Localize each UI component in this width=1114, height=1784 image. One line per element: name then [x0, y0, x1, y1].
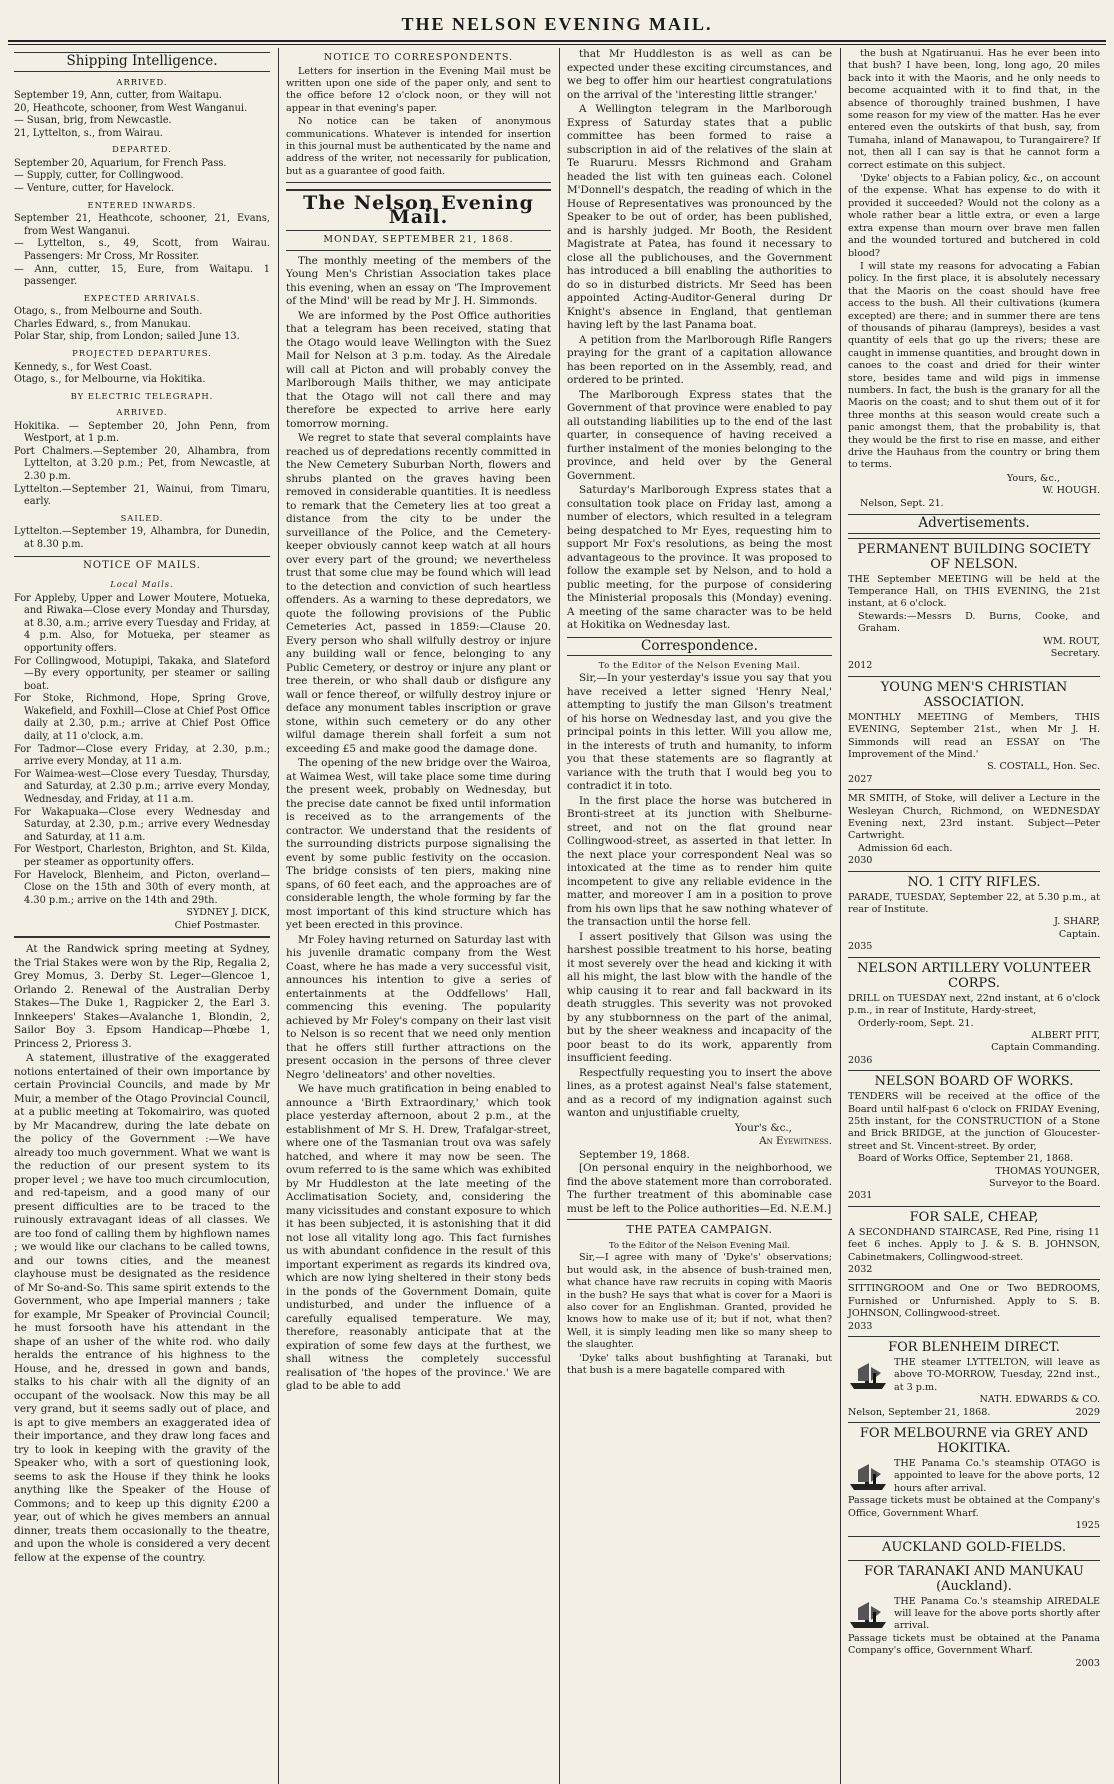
ad-body: A SECONDHAND STAIRCASE, Red Pine, rising 11 feet 6 inches. Apply to J. & S. B. JOHNSON, Cabinetmakers, Collingwood-street.	[848, 1226, 1100, 1263]
ad-number: 2033	[848, 1320, 873, 1332]
ad-auckland	[848, 1536, 1100, 1560]
entered-list	[14, 213, 270, 289]
list-line: — Susan, brig, from Newcastle.	[14, 115, 172, 127]
ad-blenheim	[848, 1336, 1100, 1422]
mails-signature: SYDNEY J. DICK,	[186, 907, 270, 919]
paragraph: I will state my reasons for advocating a Fabian policy. In the first place, it is absolutely necessary that the Maoris on the coast should have free access to the bush. All their cultivations (kumera excepted) are there; and in summer there are tens of thousands of piharau (lampreys), besides a vast quantity of eels that go up the rivers; these are caught in immense quantities, and brought down in canoes to the coast and dried for their winter store, besides tame and wild pigs in immense numbers. In fact, the bush is the granary for all the Maoris on the coast; and to shut them out of it for three months at this season would create such a panic amongst them, that the probability is, that they would be the first to rise en masse, and either drive the Hauhaus from the country or bring them to terms.	[848, 260, 1100, 471]
list-line: September 20, Aquarium, for French Pass.	[14, 157, 227, 169]
ad-heading: YOUNG MEN'S CHRISTIAN ASSOCIATION.	[880, 679, 1068, 710]
list-line: For Havelock, Blenheim, and Picton, overland—Close on the 15th and 30th of every month, at 4.30 p.m.; arrive on the 14th and 29th.	[14, 869, 270, 906]
ad-extra: Board of Works Office, September 21, 1868.	[858, 1153, 1074, 1165]
ad-signature-title: Captain Commanding.	[991, 1042, 1100, 1054]
local-mails-heading: Local Mails.	[110, 579, 174, 590]
notice-heading: NOTICE TO CORRESPONDENTS.	[323, 52, 514, 63]
telegraph-heading: BY ELECTRIC TELEGRAPH.	[70, 390, 214, 401]
tel-sailed-list	[14, 526, 270, 551]
list-line: For Tadmor—Close every Friday, at 2.30, p.m.; arrive every Monday, at 11 a.m.	[14, 743, 270, 768]
mails-heading: NOTICE OF MAILS.	[14, 556, 270, 575]
column-divider	[840, 48, 841, 1784]
ad-extra: Passage tickets must be obtained at the Panama Company's office, Government Wharf.	[848, 1632, 1100, 1657]
ad-building-society	[848, 538, 1100, 676]
list-line: — Ann, cutter, 15, Eure, from Waitapu. 1 passenger.	[14, 263, 270, 288]
list-line: Polar Star, ship, from London; sailed June 13.	[14, 331, 240, 343]
ad-signature-title: Surveyor to the Board.	[988, 1177, 1100, 1189]
top-rule-thin	[8, 44, 1106, 45]
ad-heading: AUCKLAND GOLD-FIELDS.	[882, 1539, 1066, 1555]
ad-body: THE September MEETING will be held at the Temperance Hall, on THIS EVENING, the 21st instant, at 6 o'clock.	[848, 573, 1100, 610]
statement-paragraph: A statement, illustrative of the exaggerated notions entertained of their own importance by certain Provincial Councils, and made by Mr Muir, a member of the Otago Provincial Council, at a public meeting at Tokomairiro, was quoted by Mr Macandrew, during the late debate on the policy of the Government :—We have already too much government. What we want is the reduction of our present system to its proper level ; we have too much circumlocution, and red-tapeism, and a good many of our present difficulties are to be traced to the ruinously extravagant ideas of all classes. We are too fond of calling them by highflown names ; we would like our clachans to be called towns, and our towns cities, and the meanest clayhouse must be designated as the residence of Mr So-and-So. This same spirit extends to the Government, who ape Imperial manners ; take for example, Mr Speaker of Provincial Council; he must forsooth have his attendant in the shape of an usher of the white rod. who daily heralds the entrance of his highness to the House, and he, dressed in gown and bands, stalks to his chair with all the dignity of an occupant of the woolsack. Now this may be all very grand, but it seems sadly out of place, and is apt to give members an exaggerated idea of their importance, and they draw long faces and try to look in keeping with the gravity of the Speaker who, with a sort of questioning look, seems to ask the House if they think he looks anything like the Speaker of the House of Commons; and to keep up this dignity £200 a year, out of which he gives members an annual dinner, treats them occasionally to the theatre, and upon the whole is considered a very decent fellow at the expense of the country.	[14, 1052, 270, 1564]
paragraph: We are informed by the Post Office authorities that a telegram has been received, stating that the Otago would leave Wellington with the Suez Mail for Nelson at 3 p.m. today. As the Airedale will call at Picton and will probably convey the Marlborough Mails thither, we may anticipate that the Otago will not call there and may therefore be expected to arrive here early tomorrow morning.	[286, 309, 551, 430]
letter-signer: An Eyewitness.	[759, 1135, 832, 1148]
dateline: MONDAY, SEPTEMBER 21, 1868.	[286, 233, 551, 251]
column-1	[8, 48, 276, 1784]
paragraph: that Mr Huddleston is as well as can be expected under these exciting circumstances, and we beg to offer him our heartiest congratulations on the arrival of the 'interesting little stranger.'	[567, 48, 832, 101]
letter-continuation	[848, 48, 1100, 472]
ad-body: PARADE, TUESDAY, September 22, at 5.30 p.m., at rear of Institute.	[848, 891, 1100, 916]
ad-number: 2003	[1075, 1657, 1100, 1669]
arrived-list	[14, 90, 270, 140]
editor-note: [On personal enquiry in the neighborhood, we find the above statement more than corroborated. The further treatment of this abominable case must be left to the Police authorities—Ed. N.E.M.]	[567, 1162, 832, 1215]
letter-date: September 19, 1868.	[579, 1148, 690, 1161]
paragraph: A Wellington telegram in the Marlborough Express of Saturday states that a public committee has been formed to raise a subscription in aid of the relatives of the slain at Te Ruaruru. Messrs Richmond and Graham headed the list with ten guineas each. Colonel M'Donnell's despatch, the reading of which in the House of Representatives was pronounced by the Speaker to be out of order, has been published, and is harshly judged. Mr Booth, the Resident Magistrate at Patea, has found it necessary to close all the publichouses, and the Government has introduced a bill enabling the authorities to do so in disturbed districts. Mr Seed has been appointed Acting-Auditor-General during Dr Knight's absence in England, that gentleman having left by the last Panama boat.	[567, 103, 832, 331]
paragraph: We regret to state that several complaints have reached us of depredations recently committed in the New Cemetery Suburban North, flowers and shrubs planted on the graves having been removed in considerable quantities. It is needless to remark that the Cemetery lies at too great a distance from the city to be under the surveillance of the Police, and the Cemetery-keeper obviously cannot keep watch at all hours over every part of the ground; we nevertheless trust that some clue may be found which will lead to the detection and conviction of such heartless offenders. As a warning to these depredators, we quote the following provisions of the Public Cemeteries Act, passed in 1859:—Clause 20. Every person who shall wilfully destroy or injure any building wall or fence, belonging to any Public Cemetery, or destroy or injure any plant or tree therein, or who shall daub or disfigure any wall or fence thereof, or wilfully destroy injure or deface any monument tables inscription or grave stone, within such cemetery or do any other wilful damage therein shall forfeit a sum not exceeding £5 and make good the damage done.	[286, 432, 551, 755]
ad-signature: J. SHARP,	[1054, 916, 1100, 928]
ad-lecture	[848, 789, 1100, 870]
ad-signature: WM. ROUT,	[1043, 635, 1100, 647]
ad-body: TENDERS will be received at the office of the Board until half-past 6 o'clock on FRIDAY Evening, 25th instant, for the CONSTRUCTION of a Stone and Brick BRIDGE, at the junction of Gloucester-street and St. Vincent-street. By order,	[848, 1091, 1100, 1152]
arrived-heading: ARRIVED.	[116, 76, 168, 87]
list-line: For Waimea-west—Close every Tuesday, Thursday, and Saturday, at 2.30 p.m.; arrive every Monday, Wednesday, and Friday, at 11 a.m.	[14, 768, 270, 806]
tel-arrived-list	[14, 421, 270, 509]
list-line: Charles Edward, s., from Manukau.	[14, 318, 191, 330]
list-line: Otago, s., from Melbourne and South.	[14, 306, 203, 318]
paragraph: Saturday's Marlborough Express states that a consultation took place on Friday last, among a number of electors, which resulted in a telegram being despatched to Mr Eyes, requesting him to support Mr Fox's resolutions, as being the most advantageous to the province. It was proposed to follow the example set by Nelson, and to hold a public meeting, for the purpose of considering the Ministerial proposals this (Monday) evening. A meeting of the same character was to be held at Hokitika on Wednesday last.	[567, 484, 832, 631]
list-line: Port Chalmers.—September 20, Alhambra, from Lyttelton, at 3.20 p.m.; Pet, from Newcastle, at 2.30 p.m.	[14, 445, 270, 483]
ad-melbourne	[848, 1422, 1100, 1535]
ad-heading: FOR SALE, CHEAP,	[909, 1209, 1039, 1225]
list-line: September 21, Heathcote, schooner, 21, Evans, from West Wanganui.	[14, 213, 270, 237]
ad-signature: THOMAS YOUNGER,	[995, 1165, 1100, 1177]
expected-list	[14, 306, 270, 344]
notice-paragraph: No notice can be taken of anonymous communications. Whatever is intended for insertion in this journal must be authenticated by the name and address of the writer, not necessarily for publication, but as a guarantee of good faith.	[286, 116, 551, 177]
ad-board-of-works	[848, 1070, 1100, 1206]
list-line: For Westport, Charleston, Brighton, and St. Kilda, per steamer as opportunity offers.	[14, 844, 270, 868]
ad-artillery	[848, 957, 1100, 1070]
list-line: Hokitika. — September 20, John Penn, from Westport, at 1 p.m.	[14, 420, 270, 445]
patea-paragraphs	[567, 1252, 832, 1377]
letter-address: To the Editor of the Nelson Evening Mail.	[598, 661, 801, 671]
ad-for-sale	[848, 1206, 1100, 1280]
list-line: — Venture, cutter, for Havelock.	[14, 183, 175, 195]
ad-heading: FOR TARANAKI AND MANUKAU (Auckland).	[864, 1563, 1084, 1594]
masthead-title: THE NELSON EVENING MAIL.	[401, 14, 713, 34]
ad-taranaki	[848, 1560, 1100, 1673]
paragraph: A petition from the Marlborough Rifle Rangers praying for the grant of a capitation allowance has been reported on in the Assembly, read, and ordered to be printed.	[567, 333, 832, 386]
list-line: For Stoke, Richmond, Hope, Spring Grove, Wakefield, and Foxhill—Close at Chief Post Office daily at 2.30, p.m.; arrive at Chief Post Office daily, at 11 o'clock, a.m.	[14, 693, 270, 743]
steamship-icon	[848, 1460, 888, 1492]
ad-signature: S. COSTALL, Hon. Sec.	[987, 761, 1100, 773]
paragraph: the bush at Ngatiruanui. Has he ever been into that bush? I have been, long, long ago, 20 miles back into it with the Maoris, and he only needs to become acquainted with it to find that, in the absence of thoroughly trained bushmen, I have some reason for my view of the matter. Has he ever entered even the outskirts of that bush, say, from Tumaha, inland of Manawapou, to Turangairere? If not, then all I can say is that he cannot form a correct estimate on this subject.	[848, 48, 1100, 171]
ad-extra: Stewards:—Messrs D. Burns, Cooke, and Graham.	[858, 610, 1100, 635]
masthead	[0, 0, 1114, 44]
ad-number: 1925	[1075, 1520, 1100, 1532]
list-line: For Collingwood, Motupipi, Takaka, and Slateford—By every opportunity, per steamer or sailing boat.	[14, 655, 270, 692]
ad-signature: NATH. EDWARDS & CO.	[979, 1394, 1100, 1406]
ad-number: 2027	[848, 773, 873, 785]
paragraph: The opening of the new bridge over the Wairoa, at Waimea West, will take place some time during the present week, probably on Wednesday, but the precise date cannot be fixed until information is received as to the arrangements of the contractor. We understand that the residents of the surrounding districts purpose signalising the event by some public festivity on the occasion. The bridge consists of ten piers, making nine spans, of 60 feet each, and the approaches are of considerable length, the whole forming by far the most important of this kind structure which has yet been erected in this province.	[286, 757, 551, 932]
ad-signature-title: Captain.	[1058, 928, 1100, 940]
ad-number: 2031	[848, 1190, 873, 1202]
letter-paragraphs	[567, 672, 832, 1121]
ad-extra: Admission 6d each.	[858, 842, 953, 854]
departed-heading: DEPARTED.	[112, 144, 172, 155]
projected-list	[14, 362, 270, 387]
paragraph: 'Dyke' objects to a Fabian policy, &c., on account of the expense. What has expense to do with it provided it succeeded? Would not the colony as a whole rather bear a little extra, or even a large extra expense than mourn over brave men fallen and the wounded tortured and butchered in cold blood?	[848, 173, 1100, 259]
departed-list	[14, 158, 270, 196]
column-3	[561, 48, 838, 1784]
ad-place: Nelson, September 21, 1868.	[848, 1406, 991, 1418]
ad-sittingroom	[848, 1279, 1100, 1336]
ad-number: 2029	[1075, 1406, 1100, 1418]
advertisements	[848, 538, 1100, 1337]
mails-list	[14, 593, 270, 908]
ad-signature-title: Secretary.	[1050, 647, 1100, 659]
paper-title: The Nelson Evening Mail.	[286, 189, 551, 231]
ad-body: MONTHLY MEETING of Members, THIS EVENING, September 21st., when Mr J. H. Simmonds will read an ESSAY on 'The Improvement of the Mind.'	[848, 711, 1100, 760]
news-paragraphs	[567, 48, 832, 633]
letter-closing: Yours, &c.,	[1006, 472, 1060, 484]
list-line: For Wakapuaka—Close every Wednesday and Saturday, at 2.30, p.m.; arrive every Wednesday and Saturday, at 11 a.m.	[14, 806, 270, 843]
list-line: For Appleby, Upper and Lower Moutere, Motueka, and Riwaka—Close every Monday and Thursday, at 8.30, a.m.; arrive every Tuesday and Friday, at 4 p.m. Also, for Motueka, per steamer as opportunity offers.	[14, 592, 270, 654]
notice-paragraph: Letters for insertion in the Evening Mail must be written upon one side of the paper only, and sent to the office before 12 o'clock noon, or they will not appear in that evening's paper.	[286, 65, 551, 114]
steamship-icon	[848, 1359, 888, 1391]
ad-city-rifles	[848, 871, 1100, 957]
column-2	[280, 48, 557, 1784]
paragraph: I assert positively that Gilson was using the harshest possible treatment to his horse, beating it most severely over the head and kicking it with all his might, the last blow with the handle of the whip causing it to rear and fall backward in its death struggles. This severity was not provoked by any stubbornness on the part of the animal, but by the sheer weakness and incapacity of the poor beast to do its work, apparently from insufficient feeding.	[567, 930, 832, 1065]
list-line: Otago, s., for Melbourne, via Hokitika.	[14, 374, 206, 386]
ad-body: DRILL on TUESDAY next, 22nd instant, at 6 o'clock p.m., in rear of Institute, Hardy-street,	[848, 992, 1100, 1017]
ad-heading: NELSON ARTILLERY VOLUNTEER CORPS.	[857, 960, 1091, 991]
letter-closing: Your's &c.,	[734, 1121, 792, 1134]
correspondence-heading: Correspondence.	[567, 637, 832, 657]
list-line: — Supply, cutter, for Collingwood.	[14, 170, 184, 182]
ad-heading: FOR MELBOURNE via GREY AND HOKITIKA.	[859, 1426, 1089, 1457]
list-line: Lyttelton.—September 21, Wainui, from Timaru, early.	[14, 483, 270, 508]
ad-body: THE steamer LYTTELTON, will leave as above TO-MORROW, Tuesday, 22nd inst., at 3 p.m.	[894, 1357, 1100, 1393]
column-divider	[559, 48, 560, 1784]
ad-body: THE Panama Co.'s steamship OTAGO is appointed to leave for the above ports, 12 hours after arrival.	[894, 1458, 1100, 1494]
paragraph: Mr Foley having returned on Saturday last with his juvenile dramatic company from the West Coast, where he has made a very successful visit, announces his intention to give a series of entertainments at the Oddfellows' Hall, commencing this evening. The popularity achieved by Mr Foley's company on their last visit to Nelson is so recent that we need only mention that he offers still further attractions on the present occasion in the persons of three clever Negro 'delineators' and other novelties.	[286, 933, 551, 1081]
ad-heading: PERMANENT BUILDING SOCIETY OF NELSON.	[857, 541, 1091, 572]
ad-signature: ALBERT PITT,	[1031, 1029, 1100, 1041]
tel-arrived-heading: ARRIVED.	[116, 407, 168, 418]
ad-number: 2035	[848, 941, 873, 953]
mails-signature-title: Chief Postmaster.	[174, 919, 260, 931]
paragraph: The monthly meeting of the members of the Young Men's Christian Association takes place this evening, when an essay on 'The Improvement of the Mind' will be read by Mr J. H. Simmonds.	[286, 254, 551, 308]
paragraph: The Marlborough Express states that the Government of that province were enabled to pay all outstanding liabilities up to the end of the last quarter, in consequence of having received a further instalment of the monies belonging to the province, and held over by the General Government.	[567, 388, 832, 482]
letter-signer: W. HOUGH.	[1042, 485, 1100, 497]
letter-place: Nelson, Sept. 21.	[860, 497, 944, 509]
ad-number: 2030	[848, 855, 873, 867]
steamship-icon	[848, 1598, 888, 1630]
column-4	[842, 48, 1106, 1784]
list-line: — Lyttelton, s., 49, Scott, from Wairau. Passengers: Mr Cross, Mr Rossiter.	[14, 238, 270, 262]
ad-extra: Orderly-room, Sept. 21.	[858, 1017, 974, 1029]
paragraph: We have much gratification in being enabled to announce a 'Birth Extraordinary,' which took place yesterday afternoon, about 2 p.m., at the establishment of Mr S. H. Drew, Trafalgar-street, where one of the Tasmanian trout ova was safely hatched, and where it may now be seen. The ovum referred to is the same which was exhibited by Mr Huddleston at the late meeting of the Acclimatisation Society, and, considering the many vicissitudes and constant exposure to which it has been subjected, it is astonishing that it did not lose all vitality long ago. This fact furnishes us with abundant confidence in the result of this important experiment as regards its kindred ova, which are now lying sheltered in their stony beds in the ponds of the Government Domain, quite undisturbed, and under the influence of a carefully equalised temperature. We may, therefore, reasonably anticipate that at the expiration of some few days at the furthest, we shall witness the completely successful realisation of 'the hopes of the province.' We are glad to be able to add	[286, 1083, 551, 1393]
projected-heading: PROJECTED DEPARTURES.	[72, 348, 212, 358]
list-line: Lyttelton.—September 19, Alhambra, for Dunedin, at 8.30 p.m.	[14, 526, 270, 550]
paragraph: Sir,—In your yesterday's issue you say that you have received a letter signed 'Henry Neal,' attempting to justify the man Gilson's treatment of his horse on Wednesday last, and you give the principal points in this letter. Will you allow me, in the interests of truth and humanity, to inform you that these statements are so flagrantly at variance with the truth that I would beg you to contradict it in toto.	[567, 672, 832, 793]
top-rule	[8, 40, 1106, 42]
paragraph: Respectfully requesting you to insert the above lines, as a protest against Neal's false statement, and as a record of my indignation against such wanton and unjustifiable cruelty,	[567, 1066, 832, 1120]
ad-body: MR SMITH, of Stoke, will deliver a Lecture in the Wesleyan Church, Richmond, on WEDNESDAY Evening next, 23rd instant. Subject—Peter Cartwright.	[848, 793, 1100, 842]
randwick-paragraph: At the Randwick spring meeting at Sydney, the Trial Stakes were won by the Rip, Regalia 2, Grey Momus, 3. Derby St. Leger—Glencoe 1, Orlando 2. Renewal of the Australian Derby Stakes—The Duke 1, Ragpicker 2, the Earl 3. Innkeepers' Stakes—Avalanche 1, Blondin, 2, Sailor Boy 3. Epsom Handicap—Phœbe 1, Princess 2, Prioress 3.	[14, 943, 270, 1050]
ad-ymca	[848, 676, 1100, 789]
paragraph: 'Dyke' talks about bushfighting at Taranaki, but that bush is a mere bagatelle compared with	[567, 1352, 832, 1376]
ad-body: THE Panama Co.'s steamship AIREDALE will leave for the above ports shortly after arrival.	[894, 1595, 1100, 1632]
ad-number: 2032	[848, 1264, 873, 1275]
paragraph: Sir,—I agree with many of 'Dyke's' observations; but would ask, in the absence of bush-trained men, what chance have raw recruits in coping with Maoris in the bush? He says that what is cover for a Maori is also cover for an Englishman. Granted, provided he knows how to make use of it; but if not, what then? Well, it is simply leading men like so many sheep to the slaughter.	[567, 1252, 832, 1351]
expected-heading: EXPECTED ARRIVALS.	[83, 292, 201, 303]
list-line: September 19, Ann, cutter, from Waitapu.	[14, 90, 222, 101]
advertisements-heading: Advertisements.	[848, 514, 1100, 534]
shipping-heading: Shipping Intelligence.	[14, 52, 270, 72]
notice-to-correspondents	[286, 51, 551, 183]
ad-number: 2012	[848, 660, 873, 672]
ad-heading: NO. 1 CITY RIFLES.	[907, 874, 1041, 890]
ad-extra: Passage tickets must be obtained at the Company's Office, Government Wharf.	[848, 1495, 1100, 1519]
ad-heading: FOR BLENHEIM DIRECT.	[888, 1340, 1060, 1356]
ad-body: SITTINGROOM and One or Two BEDROOMS, Furnished or Unfurnished. Apply to S. B. JOHNSON, Collingwood-street.	[848, 1283, 1100, 1320]
ad-number: 2036	[848, 1054, 873, 1066]
list-line: Kennedy, s., for West Coast.	[14, 361, 153, 373]
column-divider	[278, 48, 279, 1784]
ad-heading: NELSON BOARD OF WORKS.	[874, 1074, 1074, 1090]
patea-heading: THE PATEA CAMPAIGN.	[567, 1219, 832, 1237]
patea-address: To the Editor of the Nelson Evening Mail.	[608, 1240, 791, 1251]
paragraph: In the first place the horse was butchered in Bronti-street at its junction with Shelburne-street, and not on the flat ground near Collingwood-street, as asserted in that letter. In the next place your correspondent Neal was so intoxicated at the time as to render him quite incompetent to give any reliable evidence in the matter, and moreover I am in a position to prove from his own lips that he saw nothing whatever of the transaction until the horse fell.	[567, 794, 832, 929]
list-line: 20, Heathcote, schooner, from West Wanganui.	[14, 102, 248, 114]
list-line: 21, Lyttelton, s., from Wairau.	[14, 127, 163, 139]
tel-sailed-heading: SAILED.	[120, 512, 164, 523]
entered-heading: ENTERED INWARDS.	[87, 199, 197, 210]
editorial-paragraphs	[286, 255, 551, 1394]
